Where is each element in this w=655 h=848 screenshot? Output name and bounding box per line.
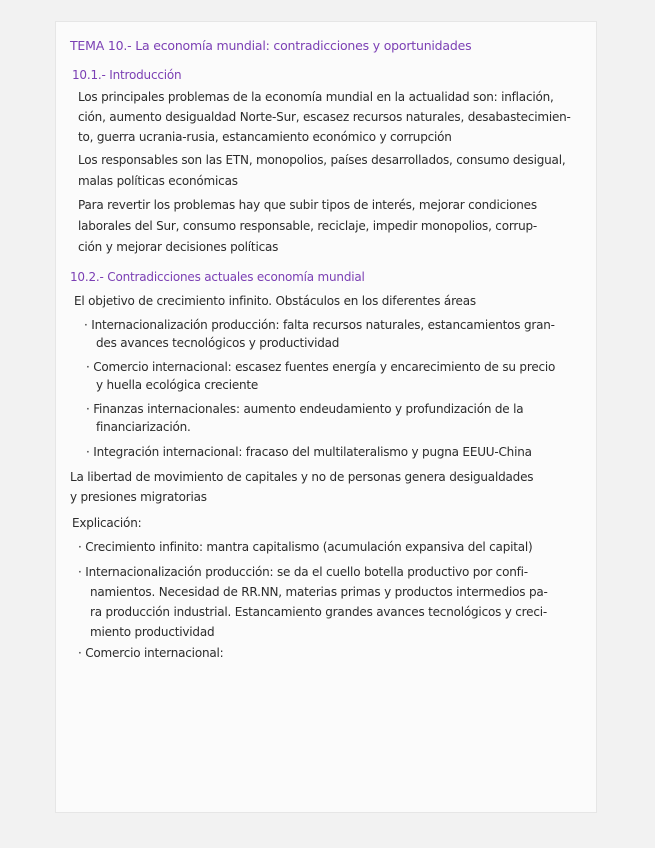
intro-line-3: to, guerra ucrania-rusia, estancamiento económico y corrupción: [78, 130, 452, 144]
section2-line-8: · Integración internacional: fracaso del multilateralismo y pugna EEUU-China: [86, 445, 532, 459]
section2-line-3: des avances tecnológicos y productividad: [96, 336, 340, 350]
intro-line-1: Los principales problemas de la economía mundial en la actualidad son: inflación,: [78, 90, 554, 104]
intro-line-2: ción, aumento desigualdad Norte-Sur, escasez recursos naturales, desabastecimien-: [78, 110, 571, 124]
section-heading-contradicciones: 10.2.- Contradicciones actuales economía mundial: [70, 270, 365, 284]
section2-line-13: · Internacionalización producción: se da el cuello botella productivo por confi-: [78, 565, 528, 579]
intro-line-6: Para revertir los problemas hay que subir tipos de interés, mejorar condiciones: [78, 198, 537, 212]
section2-line-9: La libertad de movimiento de capitales y no de personas genera desigualdades: [70, 470, 534, 484]
section2-line-5: y huella ecológica creciente: [96, 378, 259, 392]
intro-line-5: malas políticas económicas: [78, 174, 238, 188]
section2-line-12: · Crecimiento infinito: mantra capitalismo (acumulación expansiva del capital): [78, 540, 533, 554]
section2-line-15: ra producción industrial. Estancamiento grandes avances tecnológicos y creci-: [90, 605, 548, 619]
intro-line-4: Los responsables son las ETN, monopolios, países desarrollados, consumo desigual,: [78, 153, 566, 167]
section2-line-17: · Comercio internacional:: [78, 646, 224, 660]
section-heading-intro: 10.1.- Introducción: [72, 68, 182, 82]
section2-line-7: financiarización.: [96, 420, 191, 434]
handwritten-notes: [56, 22, 596, 812]
section2-line-1: El objetivo de crecimiento infinito. Obstáculos en los diferentes áreas: [74, 294, 476, 308]
intro-line-7: laborales del Sur, consumo responsable, reciclaje, impedir monopolios, corrup-: [78, 219, 538, 233]
section2-line-10: y presiones migratorias: [70, 490, 207, 504]
page-title: TEMA 10.- La economía mundial: contradicciones y oportunidades: [70, 38, 472, 53]
intro-line-8: ción y mejorar decisiones políticas: [78, 240, 279, 254]
section2-line-16: miento productividad: [90, 625, 215, 639]
section2-line-4: · Comercio internacional: escasez fuentes energía y encarecimiento de su precio: [86, 360, 556, 374]
section2-line-2: · Internacionalización producción: falta recursos naturales, estancamientos gran-: [84, 318, 555, 332]
notebook-page: [56, 22, 596, 812]
section2-line-11: Explicación:: [72, 516, 142, 530]
section2-line-6: · Finanzas internacionales: aumento endeudamiento y profundización de la: [86, 402, 524, 416]
section2-line-14: namientos. Necesidad de RR.NN, materias primas y productos intermedios pa-: [90, 585, 548, 599]
